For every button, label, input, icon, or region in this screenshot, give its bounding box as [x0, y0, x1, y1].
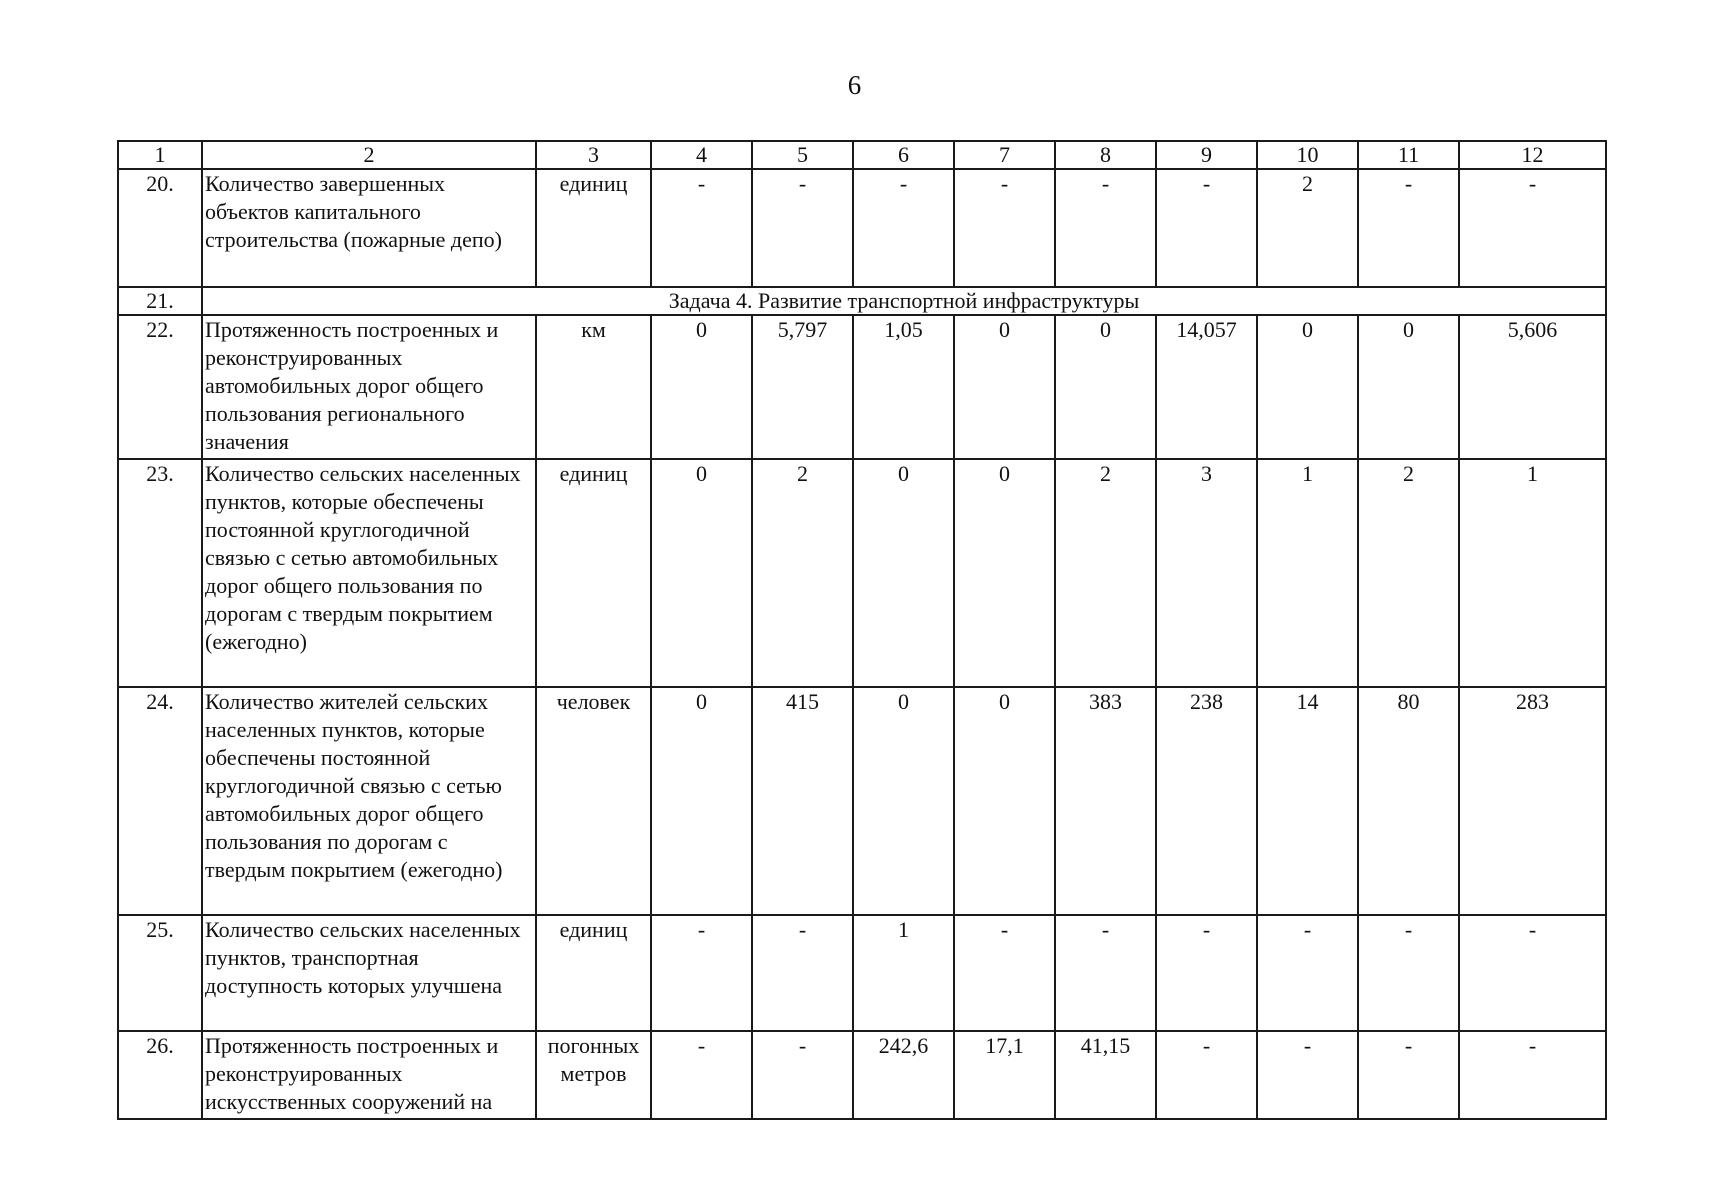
value-cell: 0	[1055, 315, 1156, 459]
column-header: 6	[853, 141, 954, 169]
indicator-name: Протяженность построенных и реконструированных автомобильных дорог общего пользования регионального значения	[202, 315, 536, 459]
value-cell: 0	[853, 687, 954, 915]
value-cell: 242,6	[853, 1031, 954, 1119]
value-cell: -	[1156, 915, 1257, 1031]
value-cell: -	[1055, 169, 1156, 287]
value-cell: 0	[651, 459, 752, 687]
value-cell: -	[651, 915, 752, 1031]
value-cell: 415	[752, 687, 853, 915]
indicator-name: Количество жителей сельских населенных пунктов, которые обеспечены постоянной круглогодичной связью с сетью автомобильных дорог общего пользования по дорогам с твердым покрытием (ежегодно)	[202, 687, 536, 915]
unit-cell: единиц	[536, 169, 651, 287]
value-cell: 0	[853, 459, 954, 687]
value-cell: -	[954, 169, 1055, 287]
indicator-name: Количество сельских населенных пунктов, транспортная доступность которых улучшена	[202, 915, 536, 1031]
value-cell: -	[1156, 1031, 1257, 1119]
value-cell: 0	[651, 315, 752, 459]
value-cell: 1	[1459, 459, 1606, 687]
value-cell: -	[1055, 915, 1156, 1031]
row-number: 20.	[118, 169, 202, 287]
value-cell: 17,1	[954, 1031, 1055, 1119]
value-cell: 0	[954, 315, 1055, 459]
column-header: 9	[1156, 141, 1257, 169]
indicator-name: Протяженность построенных и реконструированных искусственных сооружений на	[202, 1031, 536, 1119]
value-cell: 14,057	[1156, 315, 1257, 459]
value-cell: 14	[1257, 687, 1358, 915]
column-header: 3	[536, 141, 651, 169]
table-row	[118, 687, 1606, 915]
value-cell: 0	[1257, 315, 1358, 459]
value-cell: -	[1156, 169, 1257, 287]
value-cell: 1	[853, 915, 954, 1031]
value-cell: -	[1257, 1031, 1358, 1119]
value-cell: 0	[1358, 315, 1459, 459]
value-cell: 1,05	[853, 315, 954, 459]
indicator-name: Количество сельских населенных пунктов, которые обеспечены постоянной круглогодичной связью с сетью автомобильных дорог общего пользования по дорогам с твердым покрытием (ежегодно)	[202, 459, 536, 687]
table-row	[118, 315, 1606, 459]
value-cell: -	[1257, 915, 1358, 1031]
value-cell: 0	[651, 687, 752, 915]
value-cell: 41,15	[1055, 1031, 1156, 1119]
value-cell: 2	[1257, 169, 1358, 287]
column-header: 10	[1257, 141, 1358, 169]
value-cell: 0	[954, 687, 1055, 915]
value-cell: 383	[1055, 687, 1156, 915]
section-title: Задача 4. Развитие транспортной инфраструктуры	[202, 287, 1606, 315]
row-number: 24.	[118, 687, 202, 915]
value-cell: 2	[752, 459, 853, 687]
column-header: 7	[954, 141, 1055, 169]
unit-cell: человек	[536, 687, 651, 915]
table-row	[118, 459, 1606, 687]
value-cell: 0	[954, 459, 1055, 687]
unit-cell: единиц	[536, 459, 651, 687]
table-row	[118, 1031, 1606, 1119]
section-row	[118, 287, 1606, 315]
value-cell: -	[1358, 1031, 1459, 1119]
page-number: 6	[847, 70, 862, 100]
value-cell: 80	[1358, 687, 1459, 915]
value-cell: -	[1358, 915, 1459, 1031]
row-number: 21.	[118, 287, 202, 315]
value-cell: -	[1459, 1031, 1606, 1119]
value-cell: -	[1459, 169, 1606, 287]
value-cell: -	[1459, 915, 1606, 1031]
column-header: 4	[651, 141, 752, 169]
row-number: 22.	[118, 315, 202, 459]
value-cell: -	[1358, 169, 1459, 287]
value-cell: 1	[1257, 459, 1358, 687]
unit-cell: погонных метров	[536, 1031, 651, 1119]
column-header: 1	[118, 141, 202, 169]
table-row	[118, 915, 1606, 1031]
value-cell: 2	[1055, 459, 1156, 687]
column-header: 2	[202, 141, 536, 169]
value-cell: 2	[1358, 459, 1459, 687]
row-number: 23.	[118, 459, 202, 687]
indicator-name: Количество завершенных объектов капитального строительства (пожарные депо)	[202, 169, 536, 287]
unit-cell: единиц	[536, 915, 651, 1031]
table-row	[118, 169, 1606, 287]
value-cell: -	[651, 169, 752, 287]
column-header: 5	[752, 141, 853, 169]
row-number: 26.	[118, 1031, 202, 1119]
column-header: 8	[1055, 141, 1156, 169]
indicators-table	[117, 140, 1607, 1120]
value-cell: -	[752, 915, 853, 1031]
value-cell: -	[752, 169, 853, 287]
value-cell: -	[954, 915, 1055, 1031]
unit-cell: км	[536, 315, 651, 459]
value-cell: -	[752, 1031, 853, 1119]
value-cell: 5,797	[752, 315, 853, 459]
row-number: 25.	[118, 915, 202, 1031]
value-cell: 3	[1156, 459, 1257, 687]
column-header: 11	[1358, 141, 1459, 169]
value-cell: 5,606	[1459, 315, 1606, 459]
column-header: 12	[1459, 141, 1606, 169]
value-cell: -	[651, 1031, 752, 1119]
column-number-row	[118, 141, 1606, 169]
value-cell: 283	[1459, 687, 1606, 915]
value-cell: -	[853, 169, 954, 287]
value-cell: 238	[1156, 687, 1257, 915]
